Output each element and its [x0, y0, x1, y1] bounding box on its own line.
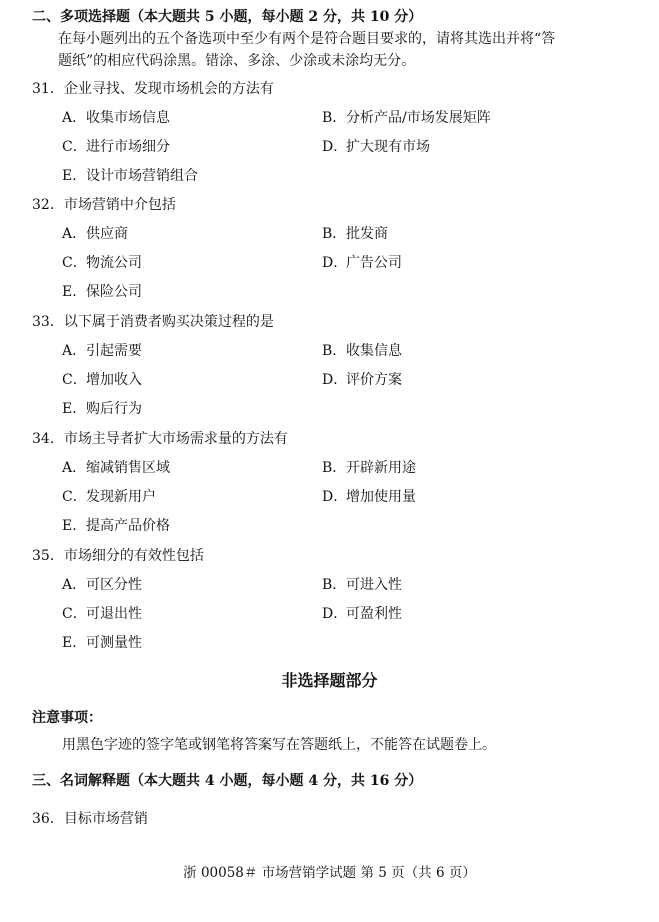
option-letter: D． [322, 139, 348, 155]
question-stem: 33．以下属于消费者购买决策过程的是 [32, 314, 274, 330]
option-e [62, 515, 170, 535]
option-letter: D． [322, 606, 348, 622]
section-heading: 二、多项选择题（本大题共 5 小题，每小题 2 分，共 10 分） [32, 9, 423, 25]
instructions-line-1: 在每小题列出的五个备选项中至少有两个是符合题目要求的，请将其选出并将“答 [58, 31, 556, 47]
option-c [62, 136, 170, 156]
option-e [62, 398, 142, 418]
option-text: 供应商 [86, 226, 128, 242]
option-text: 发现新用户 [86, 489, 156, 505]
option-e [62, 281, 142, 301]
section-heading: 三、名词解释题（本大题共 4 小题，每小题 4 分，共 16 分） [32, 773, 423, 789]
option-b [322, 574, 402, 594]
option-text: 提高产品价格 [86, 518, 170, 534]
option-text: 可区分性 [86, 577, 142, 593]
option-letter: C． [62, 139, 87, 155]
option-text: 缩减销售区域 [86, 460, 170, 476]
option-text: 评价方案 [346, 372, 402, 388]
option-letter: E． [62, 168, 87, 184]
option-text: 保险公司 [86, 284, 142, 300]
option-text: 增加收入 [86, 372, 142, 388]
instructions-line-2: 题纸”的相应代码涂黑。错涂、多涂、少涂或未涂均无分。 [58, 53, 416, 69]
option-c [62, 486, 156, 506]
option-a [62, 457, 170, 477]
page-footer: 浙 00058＃ 市场营销学试题 第 5 页（共 6 页） [183, 865, 476, 881]
option-letter: C． [62, 372, 87, 388]
option-e [62, 632, 142, 652]
option-text: 收集市场信息 [86, 110, 170, 126]
option-letter: A． [62, 460, 87, 476]
option-text: 分析产品/市场发展矩阵 [346, 110, 491, 126]
question-stem: 35．市场细分的有效性包括 [32, 548, 204, 564]
notice-text: 用黑色字迹的签字笔或钢笔将答案写在答题纸上，不能答在试题卷上。 [62, 737, 496, 753]
option-d [322, 252, 402, 272]
option-b [322, 107, 491, 127]
option-text: 广告公司 [346, 255, 402, 271]
option-text: 可盈利性 [346, 606, 402, 622]
question-stem: 32．市场营销中介包括 [32, 197, 176, 213]
option-text: 引起需要 [86, 343, 142, 359]
option-a [62, 223, 128, 243]
option-letter: B． [322, 460, 347, 476]
option-a [62, 107, 170, 127]
option-text: 批发商 [346, 226, 388, 242]
option-text: 可进入性 [346, 577, 402, 593]
option-text: 设计市场营销组合 [86, 168, 198, 184]
option-letter: C． [62, 489, 87, 505]
option-letter: B． [322, 226, 347, 242]
option-text: 可测量性 [86, 635, 142, 651]
option-d [322, 603, 402, 623]
option-letter: B． [322, 577, 347, 593]
option-b [322, 457, 416, 477]
option-text: 可退出性 [86, 606, 142, 622]
option-text: 物流公司 [86, 255, 142, 271]
question-stem: 31．企业寻找、发现市场机会的方法有 [32, 81, 274, 97]
option-c [62, 252, 142, 272]
option-text: 扩大现有市场 [346, 139, 430, 155]
option-a [62, 340, 142, 360]
option-letter: B． [322, 343, 347, 359]
option-c [62, 603, 142, 623]
option-letter: A． [62, 577, 87, 593]
option-letter: A． [62, 343, 87, 359]
option-letter: D． [322, 489, 348, 505]
option-letter: E． [62, 518, 87, 534]
option-letter: C． [62, 255, 87, 271]
question-stem: 34．市场主导者扩大市场需求量的方法有 [32, 431, 288, 447]
notice-label: 注意事项： [32, 710, 102, 726]
nonchoice-title: 非选择题部分 [281, 671, 378, 690]
option-b [322, 340, 402, 360]
option-b [322, 223, 388, 243]
option-letter: D． [322, 255, 348, 271]
option-text: 进行市场细分 [86, 139, 170, 155]
option-text: 收集信息 [346, 343, 402, 359]
option-e [62, 165, 198, 185]
option-letter: E． [62, 635, 87, 651]
option-d [322, 486, 416, 506]
option-text: 购后行为 [86, 401, 142, 417]
option-letter: E． [62, 401, 87, 417]
option-letter: E． [62, 284, 87, 300]
option-d [322, 369, 402, 389]
option-letter: A． [62, 226, 87, 242]
question-stem: 36．目标市场营销 [32, 811, 148, 827]
option-text: 开辟新用途 [346, 460, 416, 476]
option-c [62, 369, 142, 389]
option-letter: C． [62, 606, 87, 622]
option-letter: D． [322, 372, 348, 388]
option-letter: B． [322, 110, 347, 126]
option-text: 增加使用量 [346, 489, 416, 505]
option-a [62, 574, 142, 594]
option-d [322, 136, 430, 156]
option-letter: A． [62, 110, 87, 126]
